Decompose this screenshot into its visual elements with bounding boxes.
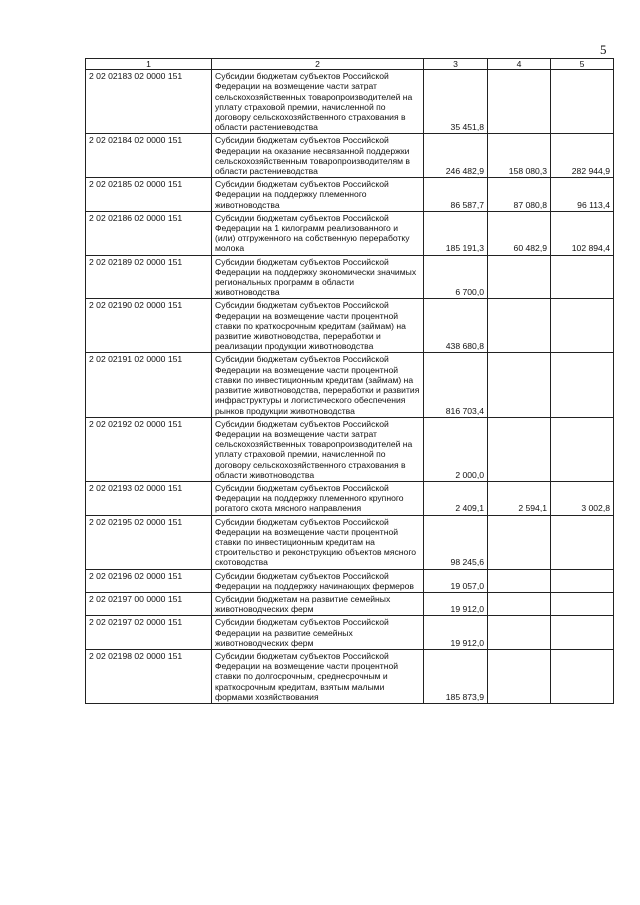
value-col-4: [488, 592, 551, 615]
value-col-4: [488, 569, 551, 592]
value-col-5: [551, 569, 614, 592]
value-col-4: 158 080,3: [488, 134, 551, 178]
header-row: [86, 59, 614, 70]
table-row: [86, 649, 614, 703]
name-cell: Субсидии бюджетам субъектов Российской Федерации на развитие семейных животноводческих ферм: [212, 616, 424, 650]
value-col-3: 2 409,1: [424, 481, 488, 515]
code-cell: 2 02 02185 02 0000 151: [86, 178, 212, 212]
code-cell: 2 02 02195 02 0000 151: [86, 515, 212, 569]
value-col-3: 35 451,8: [424, 70, 488, 134]
value-col-3: 19 057,0: [424, 569, 488, 592]
table-row: [86, 70, 614, 134]
name-cell: Субсидии бюджетам субъектов Российской Федерации на возмещение части процентной ставки по краткосрочным кредитам (займам) на развитие животноводства, переработки и реализации продукции животноводства: [212, 299, 424, 353]
table-row: [86, 616, 614, 650]
name-cell: Субсидии бюджетам субъектов Российской Федерации на возмещение части процентной ставки по долгосрочным, среднесрочным и краткосрочным кредитам, взятым малыми формами хозяйствования: [212, 649, 424, 703]
table-row: [86, 481, 614, 515]
value-col-3: 19 912,0: [424, 616, 488, 650]
name-cell: Субсидии бюджетам субъектов Российской Федерации на 1 килограмм реализованного и (или) отгруженного на собственную переработку молока: [212, 211, 424, 255]
value-col-4: 2 594,1: [488, 481, 551, 515]
name-cell: Субсидии бюджетам субъектов Российской Федерации на поддержку начинающих фермеров: [212, 569, 424, 592]
name-cell: Субсидии бюджетам субъектов Российской Федерации на возмещение части процентной ставки по инвестиционным кредитам (займам) на развитие животноводства, переработки и развития инфраструктуры и логистического обеспечения рынков продукции животноводства: [212, 353, 424, 417]
table-row: [86, 353, 614, 417]
table-row: [86, 592, 614, 615]
name-cell: Субсидии бюджетам субъектов Российской Федерации на возмещение части затрат сельскохозяйственных товаропроизводителей на уплату страховой премии, начисленной по договору сельскохозяйственного страхования в области растениеводства: [212, 70, 424, 134]
value-col-5: 3 002,8: [551, 481, 614, 515]
table-row: [86, 255, 614, 299]
table-row: [86, 211, 614, 255]
value-col-3: 816 703,4: [424, 353, 488, 417]
header-col-1: 1: [86, 59, 212, 70]
name-cell: Субсидии бюджетам субъектов Российской Федерации на возмещение части затрат сельскохозяйственных товаропроизводителей на уплату страховой премии, начисленной по договору сельскохозяйственного страхования в области животноводства: [212, 417, 424, 481]
value-col-4: [488, 417, 551, 481]
header-col-3: 3: [424, 59, 488, 70]
code-cell: 2 02 02190 02 0000 151: [86, 299, 212, 353]
value-col-3: 2 000,0: [424, 417, 488, 481]
value-col-4: [488, 616, 551, 650]
value-col-3: 19 912,0: [424, 592, 488, 615]
value-col-5: 282 944,9: [551, 134, 614, 178]
header-col-4: 4: [488, 59, 551, 70]
page-number: 5: [600, 42, 607, 57]
value-col-5: 96 113,4: [551, 178, 614, 212]
code-cell: 2 02 02196 02 0000 151: [86, 569, 212, 592]
value-col-4: [488, 353, 551, 417]
value-col-5: [551, 70, 614, 134]
table-row: [86, 299, 614, 353]
value-col-5: [551, 255, 614, 299]
value-col-5: [551, 649, 614, 703]
table-row: [86, 569, 614, 592]
value-col-3: 246 482,9: [424, 134, 488, 178]
value-col-3: 86 587,7: [424, 178, 488, 212]
name-cell: Субсидии бюджетам субъектов Российской Федерации на оказание несвязанной поддержки сельскохозяйственным товаропроизводителям в области растениеводства: [212, 134, 424, 178]
value-col-3: 438 680,8: [424, 299, 488, 353]
code-cell: 2 02 02183 02 0000 151: [86, 70, 212, 134]
value-col-4: 60 482,9: [488, 211, 551, 255]
value-col-4: [488, 70, 551, 134]
value-col-5: [551, 515, 614, 569]
name-cell: Субсидии бюджетам субъектов Российской Федерации на поддержку экономически значимых региональных программ в области животноводства: [212, 255, 424, 299]
table-row: [86, 417, 614, 481]
value-col-5: [551, 353, 614, 417]
value-col-4: [488, 255, 551, 299]
table-row: [86, 515, 614, 569]
code-cell: 2 02 02186 02 0000 151: [86, 211, 212, 255]
value-col-5: [551, 616, 614, 650]
value-col-3: 185 873,9: [424, 649, 488, 703]
value-col-3: 98 245,6: [424, 515, 488, 569]
table-row: [86, 178, 614, 212]
name-cell: Субсидии бюджетам на развитие семейных животноводческих ферм: [212, 592, 424, 615]
value-col-5: 102 894,4: [551, 211, 614, 255]
value-col-4: [488, 515, 551, 569]
code-cell: 2 02 02184 02 0000 151: [86, 134, 212, 178]
code-cell: 2 02 02191 02 0000 151: [86, 353, 212, 417]
value-col-3: 6 700,0: [424, 255, 488, 299]
value-col-5: [551, 592, 614, 615]
name-cell: Субсидии бюджетам субъектов Российской Федерации на возмещение части процентной ставки по инвестиционным кредитам на строительство и реконструкцию объектов мясного скотоводства: [212, 515, 424, 569]
table-row: [86, 134, 614, 178]
budget-table: [85, 58, 614, 704]
code-cell: 2 02 02193 02 0000 151: [86, 481, 212, 515]
value-col-5: [551, 417, 614, 481]
value-col-4: [488, 649, 551, 703]
header-col-5: 5: [551, 59, 614, 70]
code-cell: 2 02 02189 02 0000 151: [86, 255, 212, 299]
name-cell: Субсидии бюджетам субъектов Российской Федерации на поддержку племенного крупного рогатого скота мясного направления: [212, 481, 424, 515]
header-col-2: 2: [212, 59, 424, 70]
code-cell: 2 02 02197 00 0000 151: [86, 592, 212, 615]
code-cell: 2 02 02198 02 0000 151: [86, 649, 212, 703]
value-col-3: 185 191,3: [424, 211, 488, 255]
value-col-4: 87 080,8: [488, 178, 551, 212]
code-cell: 2 02 02197 02 0000 151: [86, 616, 212, 650]
name-cell: Субсидии бюджетам субъектов Российской Федерации на поддержку племенного животноводства: [212, 178, 424, 212]
value-col-4: [488, 299, 551, 353]
code-cell: 2 02 02192 02 0000 151: [86, 417, 212, 481]
value-col-5: [551, 299, 614, 353]
